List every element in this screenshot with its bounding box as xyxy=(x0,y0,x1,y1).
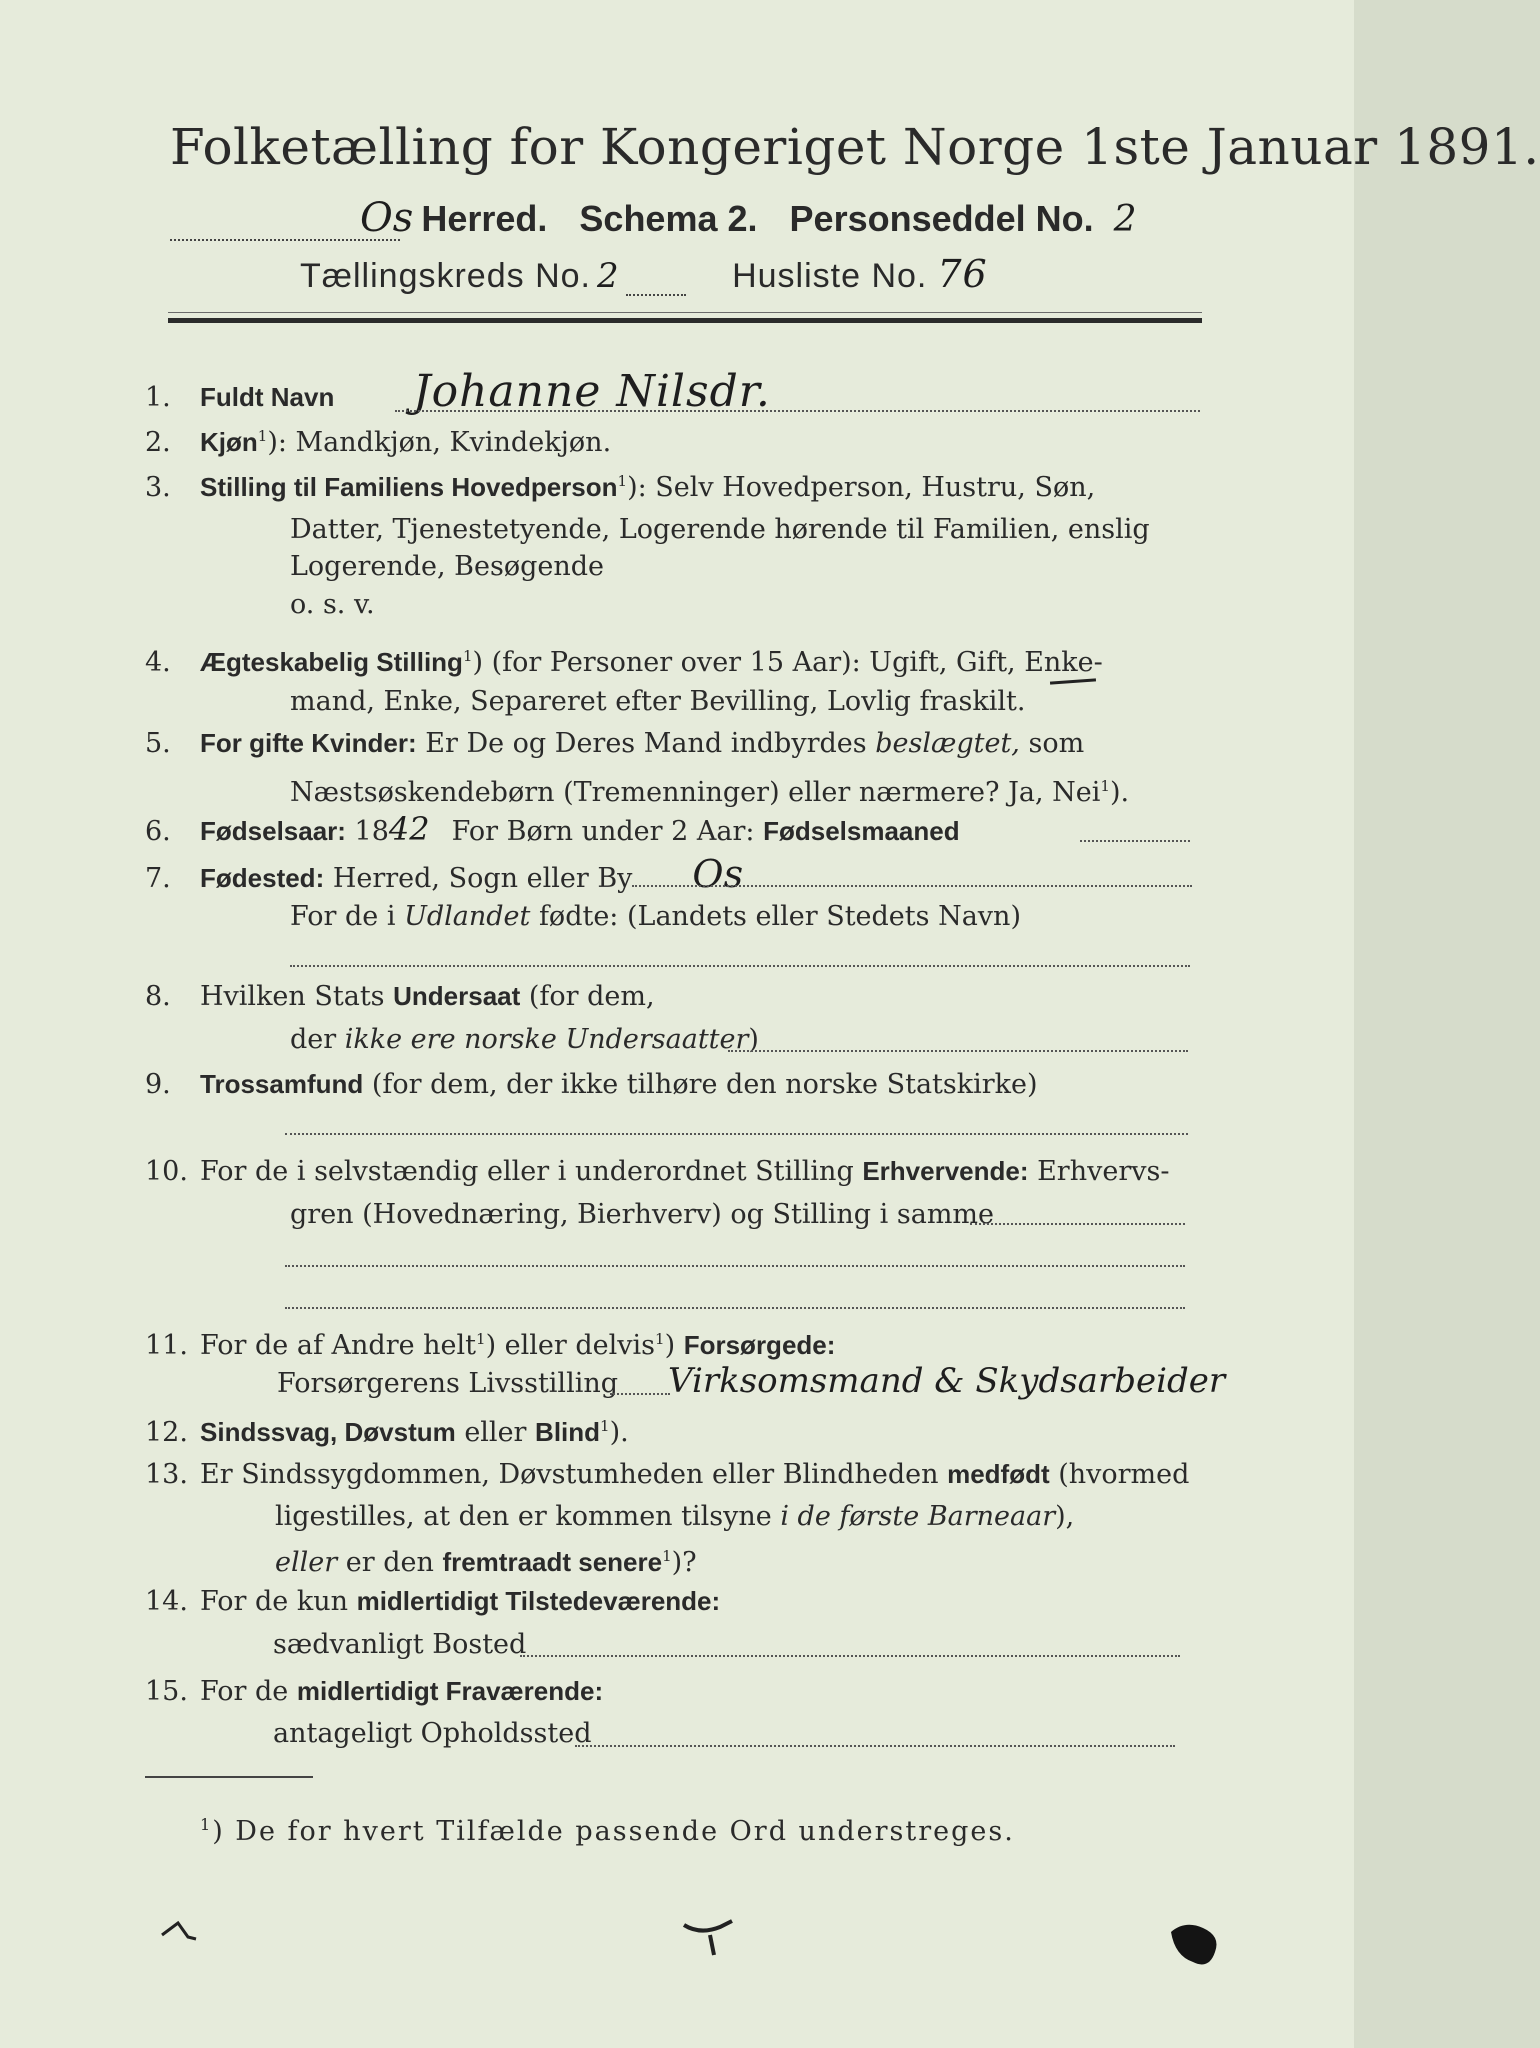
item-3-family-position xyxy=(145,460,1205,509)
provider-dotline xyxy=(610,1393,670,1395)
item-3-line-2: Datter, Tjenestetyende, Logerende hørende til Familien, enslig xyxy=(290,514,1150,545)
item-end: ). xyxy=(609,1417,629,1448)
item-number: 1. xyxy=(145,382,171,413)
item-label: medfødt xyxy=(947,1459,1050,1489)
item-2-gender xyxy=(145,415,1205,464)
birth-month-dotline xyxy=(1080,840,1190,842)
occupation-dotline-2 xyxy=(285,1265,1185,1267)
husliste-number: 76 xyxy=(937,252,988,296)
item-11-line-2 xyxy=(277,1360,1226,1405)
item-text-end: Erhvervs- xyxy=(1028,1156,1170,1187)
item-3-line-4: o. s. v. xyxy=(290,589,375,620)
birth-year-prefix: 18 xyxy=(354,816,389,847)
item-5-end: ). xyxy=(1109,777,1130,808)
citizenship-italic: ikke ere norske Undersaatter xyxy=(344,1024,749,1055)
abroad-text: For de i xyxy=(290,901,405,932)
item-text-italic: beslægtet, xyxy=(875,728,1020,759)
item-13-line-2 xyxy=(275,1495,1195,1538)
item-text: For de xyxy=(200,1676,297,1707)
footnote-ref-2: 1 xyxy=(655,1330,665,1348)
item-7-birthplace xyxy=(145,853,1205,900)
footnote-ref: 1 xyxy=(462,647,473,665)
item-number: 10. xyxy=(145,1156,188,1187)
item-text: Herred, Sogn eller By xyxy=(332,863,633,894)
footnote-text: ) De for hvert Tilfælde passende Ord understreges. xyxy=(212,1816,1015,1847)
later-italic: eller xyxy=(275,1547,338,1578)
item-number: 11. xyxy=(145,1330,188,1361)
congenital-text: ligestilles, at den er kommen tilsyne xyxy=(275,1501,781,1532)
item-number: 2. xyxy=(145,427,171,458)
kreds-label: Tællingskreds No. xyxy=(300,257,591,295)
item-text: eller xyxy=(455,1417,536,1448)
item-text-end: som xyxy=(1019,728,1085,759)
probable-residence-dotline xyxy=(575,1745,1175,1747)
item-text: ): Selv Hovedperson, Hustru, Søn, xyxy=(627,472,1096,503)
full-name-handwritten: Johanne Nilsdr. xyxy=(412,366,771,417)
item-3-line-3: Logerende, Besøgende xyxy=(290,551,604,582)
item-number: 5. xyxy=(145,728,171,759)
later-text: er den xyxy=(337,1547,443,1578)
item-10-line-2: gren (Hovednæring, Bierhverv) og Stilling i samme xyxy=(290,1199,995,1230)
item-number: 15. xyxy=(145,1676,188,1707)
item-number: 13. xyxy=(145,1459,188,1490)
item-12-disability xyxy=(145,1405,1205,1454)
citizenship-dotline xyxy=(728,1050,1188,1052)
citizenship-text-end: ) xyxy=(748,1024,759,1055)
item-13-line-3 xyxy=(275,1535,1195,1584)
item-number: 6. xyxy=(145,816,171,847)
item-4-line-2: mand, Enke, Separeret efter Bevilling, Lovlig fraskilt. xyxy=(290,686,1026,717)
item-6-birth-year xyxy=(145,808,1205,853)
item-text: ) (for Personer over 15 Aar): Ugift, Gift, Enke- xyxy=(472,647,1103,678)
birth-year-handwritten: 42 xyxy=(388,810,430,848)
header-rule xyxy=(168,318,1202,323)
item-label: Trossamfund xyxy=(200,1069,364,1099)
occupation-dotline-3 xyxy=(285,1307,1185,1309)
item-text: For Børn under 2 Aar: xyxy=(451,816,755,847)
later-end: )? xyxy=(671,1547,697,1578)
footnote-ref: 1 xyxy=(257,427,268,445)
item-9-religion xyxy=(145,1063,1205,1106)
usual-residence-label: sædvanligt Bosted xyxy=(273,1629,527,1660)
item-text: (for dem, der ikke tilhøre den norske Statskirke) xyxy=(363,1069,1038,1100)
kreds-number: 2 xyxy=(596,256,620,296)
item-number: 9. xyxy=(145,1069,171,1100)
item-10-occupation xyxy=(145,1150,1205,1193)
item-5-question: Næstsøskendebørn (Tremenninger) eller nærmere? Ja, Nei xyxy=(290,777,1101,808)
item-label-2: Blind xyxy=(535,1417,601,1447)
item-5-married-women xyxy=(145,722,1205,765)
citizenship-text: der xyxy=(290,1024,345,1055)
schema-label: Schema 2. xyxy=(579,198,758,239)
item-label: midlertidigt Fraværende: xyxy=(296,1676,604,1706)
ink-mark-left xyxy=(160,1915,200,1945)
item-text: For de i selvstændig eller i underordnet Stilling xyxy=(200,1156,863,1187)
item-number: 7. xyxy=(145,863,171,894)
item-label: Erhvervende: xyxy=(862,1156,1029,1186)
ink-blot-right xyxy=(1165,1918,1225,1973)
item-text: Er De og Deres Mand indbyrdes xyxy=(425,728,876,759)
personseddel-number: 2 xyxy=(1113,199,1137,240)
item-number: 3. xyxy=(145,472,171,503)
item-number: 8. xyxy=(145,981,171,1012)
provider-handwritten: Virksomsmand & Skydsarbeider xyxy=(668,1361,1226,1401)
provider-label: Forsørgerens Livsstilling xyxy=(277,1368,619,1399)
item-8-line-2 xyxy=(290,1018,1210,1061)
herred-row xyxy=(170,195,1210,241)
abroad-dotline xyxy=(290,965,1190,967)
congenital-italic: i de første Barneaar xyxy=(780,1501,1056,1532)
item-13-congenital xyxy=(145,1453,1205,1496)
congenital-text-end: ), xyxy=(1055,1501,1075,1532)
item-label: Undersaat xyxy=(393,981,521,1011)
item-8-citizenship xyxy=(145,975,1205,1018)
abroad-text-end: fødte: (Landets eller Stedets Navn) xyxy=(530,901,1021,932)
herred-label: Herred. xyxy=(421,198,548,239)
item-text-2: ) eller delvis xyxy=(485,1330,656,1361)
item-text-3: ) xyxy=(664,1330,684,1361)
footnote-ref: 1 xyxy=(476,1330,486,1348)
ink-mark-center xyxy=(680,1915,750,1965)
footnote xyxy=(200,1815,1200,1847)
item-text: Hvilken Stats xyxy=(200,981,394,1012)
form-title: Folketælling for Kongeriget Norge 1ste Januar 1891. xyxy=(170,118,1540,176)
footnote-ref: 1 xyxy=(1100,777,1110,795)
kreds-row xyxy=(300,252,1200,296)
item-text: For de kun xyxy=(200,1586,357,1617)
birthplace-handwritten: Os xyxy=(692,852,744,896)
usual-residence-dotline xyxy=(520,1655,1180,1657)
header-rule-thin xyxy=(168,312,1202,313)
full-name-dotline xyxy=(395,410,1200,412)
item-text-end: (hvormed xyxy=(1049,1459,1190,1490)
item-15-temporary-absent xyxy=(145,1670,1205,1713)
item-4-marital-status xyxy=(145,635,1205,684)
item-text: Er Sindssygdommen, Døvstumheden eller Blindheden xyxy=(200,1459,948,1490)
item-number: 4. xyxy=(145,647,171,678)
item-label: Kjøn xyxy=(200,427,258,457)
item-label: For gifte Kvinder: xyxy=(200,728,417,758)
footnote-ref: 1 xyxy=(662,1547,672,1565)
footnote-ref: 1 xyxy=(600,1417,610,1435)
footnote-ref: 1 xyxy=(617,472,628,490)
later-label: fremtraadt senere xyxy=(442,1547,663,1577)
item-14-temporary-present xyxy=(145,1580,1205,1623)
item-number: 14. xyxy=(145,1586,188,1617)
probable-residence-label: antageligt Opholdssted xyxy=(273,1718,592,1749)
religion-dotline xyxy=(285,1133,1188,1135)
item-text: For de af Andre helt xyxy=(200,1330,477,1361)
item-text: ): Mandkjøn, Kvindekjøn. xyxy=(267,427,612,458)
item-text-end: (for dem, xyxy=(520,981,655,1012)
birthplace-dotline xyxy=(632,885,1192,887)
abroad-italic: Udlandet xyxy=(404,901,531,932)
personseddel-label: Personseddel No. xyxy=(789,198,1094,239)
item-number: 12. xyxy=(145,1417,188,1448)
item-label: Stilling til Familiens Hovedperson xyxy=(200,472,618,502)
item-label: Ægteskabelig Stilling xyxy=(200,647,463,677)
footnote-rule xyxy=(145,1776,313,1778)
item-5-line-2 xyxy=(290,765,1210,814)
item-label: Forsørgede: xyxy=(683,1330,836,1360)
item-label-2: Fødselsmaaned xyxy=(763,816,960,846)
item-7-line-2 xyxy=(290,895,1210,938)
occupation-dotline-1 xyxy=(970,1223,1185,1225)
footnote-sup: 1 xyxy=(200,1815,213,1834)
kreds-dotline xyxy=(626,284,686,296)
item-label: Fødselsaar: xyxy=(200,816,346,846)
item-label: midlertidigt Tilstedeværende: xyxy=(356,1586,721,1616)
item-label: Sindssvag, Døvstum xyxy=(200,1417,456,1447)
husliste-label: Husliste No. xyxy=(732,257,928,295)
herred-handwritten: Os xyxy=(360,195,414,241)
item-label: Fødested: xyxy=(200,863,325,893)
item-label: Fuldt Navn xyxy=(200,382,335,412)
